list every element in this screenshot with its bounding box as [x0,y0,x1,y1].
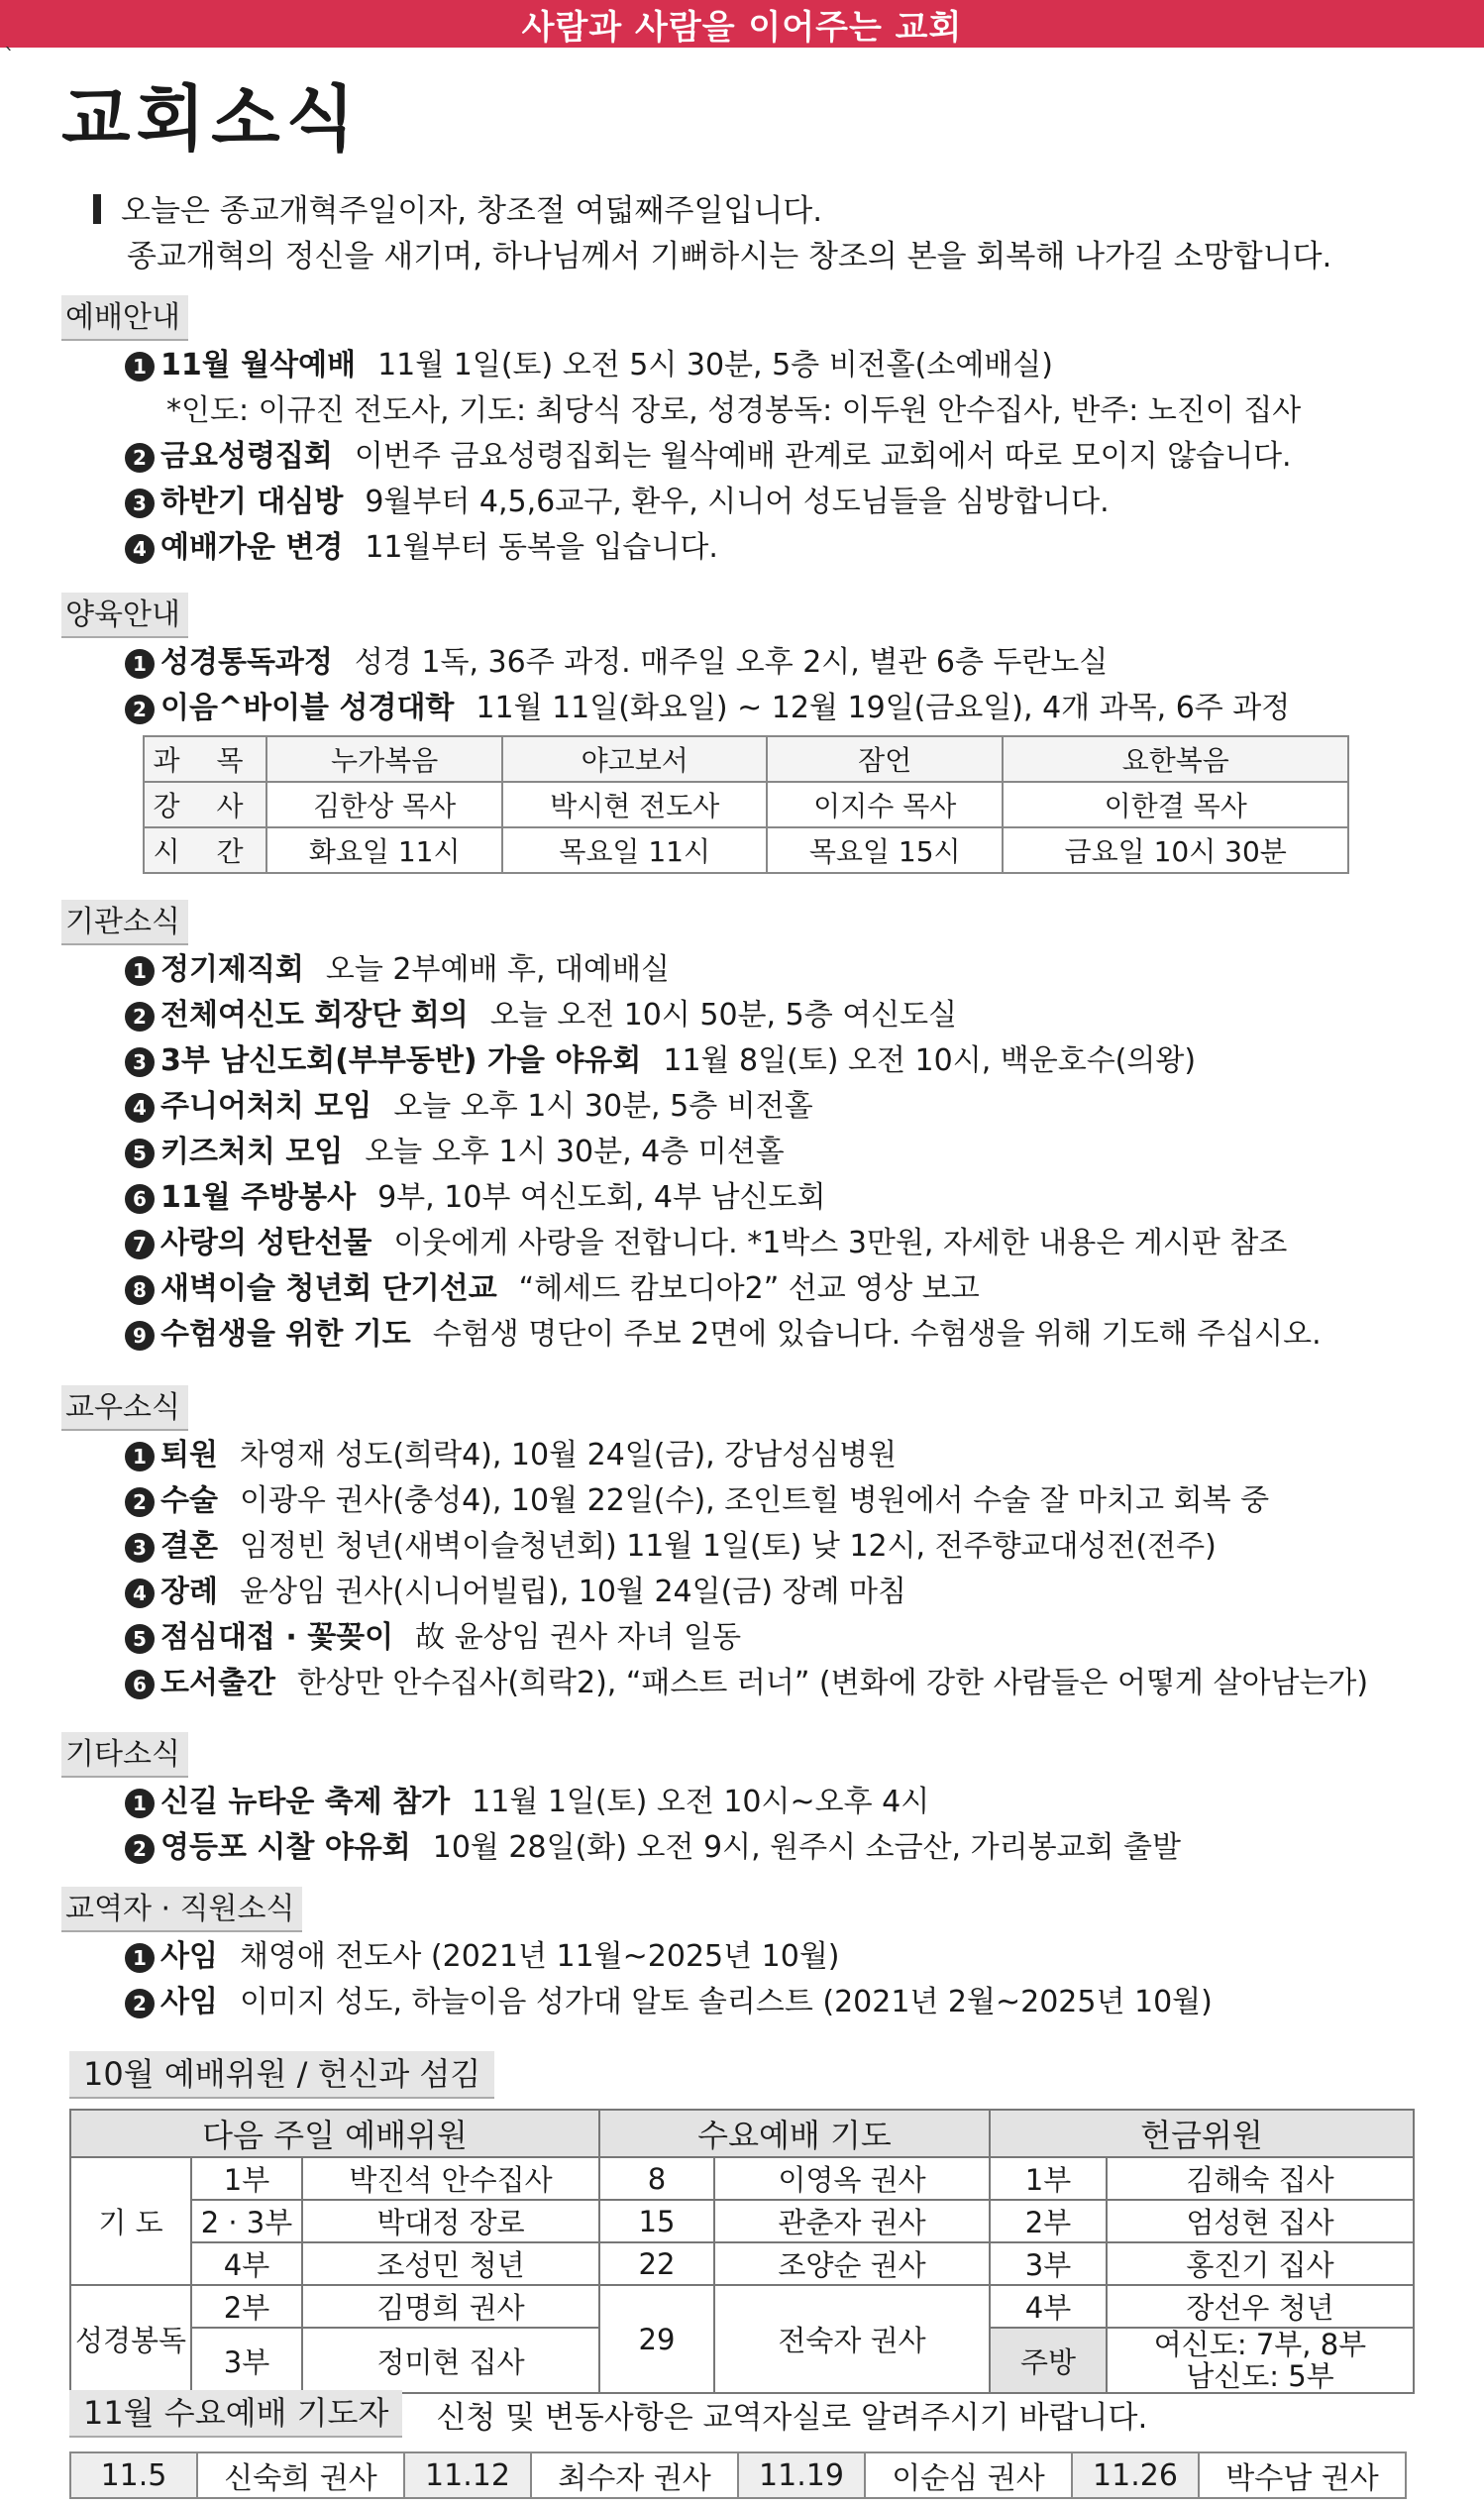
item-label: 성경통독과정 [160,645,333,680]
list-item [125,947,1429,993]
item-text: 9부, 10부 여신도회, 4부 남신도회 [377,1180,826,1215]
item-label: 퇴원 [160,1438,218,1472]
table-cell: 4부 [191,2242,302,2285]
table-cell: 전숙자 권사 [714,2285,990,2393]
table-cell: 기 도 [70,2157,191,2285]
item-label: 이음^바이블 성경대학 [160,691,455,725]
item-text: 이미지 성도, 하늘이음 성가대 알토 솔리스트 (2021년 2월~2025년 10월) [239,1985,1213,2019]
number-badge-icon: 1 [125,1442,155,1471]
table-cell: 이순심 권사 [865,2452,1072,2498]
item-text: 9월부터 4,5,6교구, 환우, 시니어 성도님들을 심방합니다. [365,485,1110,519]
number-badge-icon: 4 [125,1579,155,1608]
table-row [70,2452,1406,2498]
table-cell: 11.19 [738,2452,865,2498]
table-cell: 김해숙 집사 [1107,2157,1414,2200]
item-label: 금요성령집회 [160,439,333,474]
number-badge-icon: 2 [125,1989,155,2018]
table-row [70,2285,1414,2328]
number-badge-icon: 9 [125,1321,155,1351]
table-cell: 김한상 목사 [266,782,502,827]
table-cell: 조성민 청년 [302,2242,599,2285]
table-cell: 야고보서 [502,736,767,782]
item-text: 수험생 명단이 주보 2면에 있습니다. 수험생을 위해 기도해 주십시오. [432,1317,1322,1352]
list-item [125,1084,1429,1130]
table-cell: 엄성현 집사 [1107,2200,1414,2242]
number-badge-icon: 3 [125,489,155,518]
october-heading-block [69,2051,494,2099]
section-heading: 예배안내 [61,295,188,341]
number-badge-icon: 1 [125,1789,155,1818]
item-label: 수술 [160,1483,218,1518]
list-item [125,993,1429,1038]
item-text: 성경 1독, 36주 과정. 매주일 오후 2시, 별관 6층 두란노실 [354,645,1109,680]
table-cell: 홍진기 집사 [1107,2242,1414,2285]
section-heading: 11월 수요예배 기도자 [69,2390,402,2438]
october-roster-table [69,2109,1415,2394]
table-cell: 박수남 권사 [1199,2452,1406,2498]
table-cell: 29 [599,2285,714,2393]
table-row [70,2242,1414,2285]
item-label: 11월 주방봉사 [160,1180,357,1215]
table-cell: 3부 [191,2328,302,2393]
table-cell: 목요일 11시 [502,827,767,873]
table-cell: 2부 [191,2285,302,2328]
table-header: 헌금위원 [990,2110,1414,2157]
section-staff [61,1887,1429,2025]
list-item [125,1478,1429,1524]
list-item [125,1570,1429,1615]
table-cell: 김명희 권사 [302,2285,599,2328]
table-cell: 11.12 [404,2452,531,2498]
item-label: 결혼 [160,1529,218,1564]
intro-block [93,188,1331,279]
number-badge-icon: 8 [125,1275,155,1305]
list-item [125,1130,1429,1175]
item-label: 사임 [160,1985,218,2019]
item-label: 전체여신도 회장단 회의 [160,998,469,1033]
list-item [125,1661,1429,1706]
table-cell [1107,2328,1414,2393]
number-badge-icon: 4 [125,534,155,564]
item-label: 새벽이슬 청년회 단기선교 [160,1271,497,1306]
number-badge-icon: 2 [125,695,155,724]
table-cell: 15 [599,2200,714,2242]
item-label: 점심대접 · 꽃꽂이 [160,1620,394,1655]
number-badge-icon: 3 [125,1047,155,1077]
list-item [125,343,1429,388]
table-cell: 주방 [990,2328,1107,2393]
number-badge-icon: 7 [125,1230,155,1259]
november-note: 신청 및 변동사항은 교역자실로 알려주시기 바랍니다. [436,2399,1148,2436]
list-item [125,1825,1429,1871]
item-label: 장례 [160,1575,218,1609]
table-cell: 3부 [990,2242,1107,2285]
item-label: 정기제직회 [160,952,304,987]
section-heading: 기타소식 [61,1732,188,1778]
item-text: 한상만 안수집사(희락2), “패스트 러너” (변화에 강한 사람들은 어떻게 살아남는가) [296,1666,1369,1700]
item-label: 하반기 대심방 [160,485,344,519]
number-badge-icon: 4 [125,1093,155,1123]
number-badge-icon: 5 [125,1624,155,1654]
table-cell: 박시현 전도사 [502,782,767,827]
kitchen-line-1: 여신도: 7부, 8부 [1153,2328,1367,2361]
number-badge-icon: 2 [125,1002,155,1032]
number-badge-icon: 6 [125,1670,155,1699]
item-label: 11월 월삭예배 [160,348,357,382]
list-item [125,1980,1429,2025]
item-label: 키즈처치 모임 [160,1135,344,1169]
table-cell: 시 간 [144,827,266,873]
table-row [144,736,1348,782]
number-badge-icon: 6 [125,1184,155,1214]
section-heading: 교역자 · 직원소식 [61,1887,302,1932]
table-cell: 화요일 11시 [266,827,502,873]
item-text: 10월 28일(화) 오전 9시, 원주시 소금산, 가리봉교회 출발 [432,1830,1182,1865]
intro-line-1: 오늘은 종교개혁주일이자, 창조절 여덟째주일입니다. [93,188,1331,234]
table-cell: 22 [599,2242,714,2285]
table-cell: 누가복음 [266,736,502,782]
table-cell: 이영옥 권사 [714,2157,990,2200]
table-cell: 과 목 [144,736,266,782]
list-item [125,525,1429,571]
item-text: 이웃에게 사랑을 전합니다. *1박스 3만원, 자세한 내용은 게시판 참조 [393,1226,1288,1260]
table-cell: 장선우 청년 [1107,2285,1414,2328]
list-item [125,1934,1429,1980]
item-text: 윤상임 권사(시니어빌립), 10월 24일(금) 장례 마침 [239,1575,907,1609]
number-badge-icon: 2 [125,1834,155,1864]
number-badge-icon: 3 [125,1533,155,1563]
november-prayer-table [69,2451,1407,2499]
table-row [70,2157,1414,2200]
november-heading-block [69,2390,1147,2438]
item-text: 11월 1일(토) 오전 5시 30분, 5층 비전홀(소예배실) [377,348,1053,382]
table-header: 수요예배 기도 [599,2110,990,2157]
bar-marker-icon [93,194,101,224]
list-item [125,1780,1429,1825]
item-text: 오늘 오후 1시 30분, 4층 미션홀 [365,1135,785,1169]
item-text: 이번주 금요성령집회는 월삭예배 관계로 교회에서 따로 모이지 않습니다. [354,439,1292,474]
number-badge-icon: 2 [125,443,155,473]
item-label: 사임 [160,1939,218,1974]
item-text: 차영재 성도(희락4), 10월 24일(금), 강남성심병원 [239,1438,898,1472]
kitchen-line-2: 남신도: 5부 [1186,2359,1334,2393]
header-banner [0,0,1484,48]
table-cell: 1부 [990,2157,1107,2200]
item-text: 오늘 오전 10시 50분, 5층 여신도실 [489,998,958,1033]
item-text: 11월 11일(화요일) ~ 12월 19일(금요일), 4개 과목, 6주 과정 [476,691,1291,725]
item-text: 11월부터 동복을 입습니다. [365,530,718,565]
item-label: 3부 남신도회(부부동반) 가을 야유회 [160,1043,642,1078]
table-cell: 요한복음 [1003,736,1348,782]
item-text: 11월 1일(토) 오전 10시~오후 4시 [472,1785,930,1819]
number-badge-icon: 5 [125,1139,155,1168]
table-cell: 이지수 목사 [767,782,1003,827]
list-item [125,1175,1429,1221]
table-cell: 2 · 3부 [191,2200,302,2242]
table-cell: 4부 [990,2285,1107,2328]
item-text: 11월 8일(토) 오전 10시, 백운호수(의왕) [663,1043,1197,1078]
number-badge-icon: 2 [125,1487,155,1517]
item-text: 임정빈 청년(새벽이슬청년회) 11월 1일(토) 낮 12시, 전주향교대성전(전주) [239,1529,1217,1564]
table-header-row [70,2110,1414,2157]
number-badge-icon: 1 [125,352,155,381]
number-badge-icon: 1 [125,649,155,679]
corner-mark: ˋ [4,46,15,70]
item-label: 주니어처치 모임 [160,1089,372,1124]
list-item [125,434,1429,480]
number-badge-icon: 1 [125,1943,155,1973]
section-heading: 기관소식 [61,900,188,945]
item-text: 이광우 권사(충성4), 10월 22일(수), 조인트힐 병원에서 수술 잘 마치고 회복 중 [239,1483,1270,1518]
table-cell: 신숙희 권사 [197,2452,404,2498]
item-label: 신길 뉴타운 축제 참가 [160,1785,451,1819]
item-label: 예배가운 변경 [160,530,344,565]
table-cell: 조양순 권사 [714,2242,990,2285]
section-orgs [61,900,1429,1358]
table-cell: 강 사 [144,782,266,827]
list-item [125,686,1429,731]
item-text: 채영애 전도사 (2021년 11월~2025년 10월) [239,1939,840,1974]
table-cell: 2부 [990,2200,1107,2242]
table-cell: 이한결 목사 [1003,782,1348,827]
list-item [125,1266,1429,1312]
list-item [125,1433,1429,1478]
table-cell: 11.5 [70,2452,197,2498]
table-cell: 성경봉독 [70,2285,191,2393]
section-members [61,1385,1429,1706]
table-cell: 목요일 15시 [767,827,1003,873]
table-cell: 관춘자 권사 [714,2200,990,2242]
table-row [144,827,1348,873]
table-cell: 잠언 [767,736,1003,782]
item-text: 오늘 2부예배 후, 대예배실 [325,952,670,987]
section-heading: 양육안내 [61,593,188,638]
section-nurture [61,593,1429,874]
section-worship [61,295,1429,571]
item-label: 영등포 시찰 야유회 [160,1830,411,1865]
list-item [125,1615,1429,1661]
item-subnote: *인도: 이규진 전도사, 기도: 최당식 장로, 성경봉독: 이두원 안수집사, 반주: 노진이 집사 [166,393,1302,428]
item-text: 故 윤상임 권사 자녀 일동 [415,1620,742,1655]
list-item [125,1312,1429,1358]
table-cell: 최수자 권사 [531,2452,738,2498]
page-title: 교회소식 [61,76,362,161]
section-heading: 교우소식 [61,1385,188,1431]
list-item [125,1524,1429,1570]
table-cell: 정미현 집사 [302,2328,599,2393]
list-item [125,640,1429,686]
banner-text: 사람과 사람을 이어주는 교회 [521,7,963,48]
table-row [144,782,1348,827]
item-label: 사랑의 성탄선물 [160,1226,372,1260]
section-etc [61,1732,1429,1871]
item-text: 오늘 오후 1시 30분, 5층 비전홀 [393,1089,813,1124]
course-table [143,735,1349,874]
item-text: “헤세드 캄보디아2” 선교 영상 보고 [518,1271,980,1306]
table-cell: 금요일 10시 30분 [1003,827,1348,873]
item-label: 도서출간 [160,1666,275,1700]
table-cell: 8 [599,2157,714,2200]
table-row [70,2200,1414,2242]
table-cell: 11.26 [1072,2452,1199,2498]
number-badge-icon: 1 [125,956,155,986]
list-item [125,480,1429,525]
intro-line-2: 종교개혁의 정신을 새기며, 하나님께서 기뻐하시는 창조의 본을 회복해 나가길 소망합니다. [127,239,1332,274]
list-item [125,1038,1429,1084]
table-cell: 박대정 장로 [302,2200,599,2242]
list-item [125,1221,1429,1266]
section-heading: 10월 예배위원 / 헌신과 섬김 [69,2051,494,2099]
table-header: 다음 주일 예배위원 [70,2110,599,2157]
item-label: 수험생을 위한 기도 [160,1317,411,1352]
table-cell: 1부 [191,2157,302,2200]
table-cell: 박진석 안수집사 [302,2157,599,2200]
